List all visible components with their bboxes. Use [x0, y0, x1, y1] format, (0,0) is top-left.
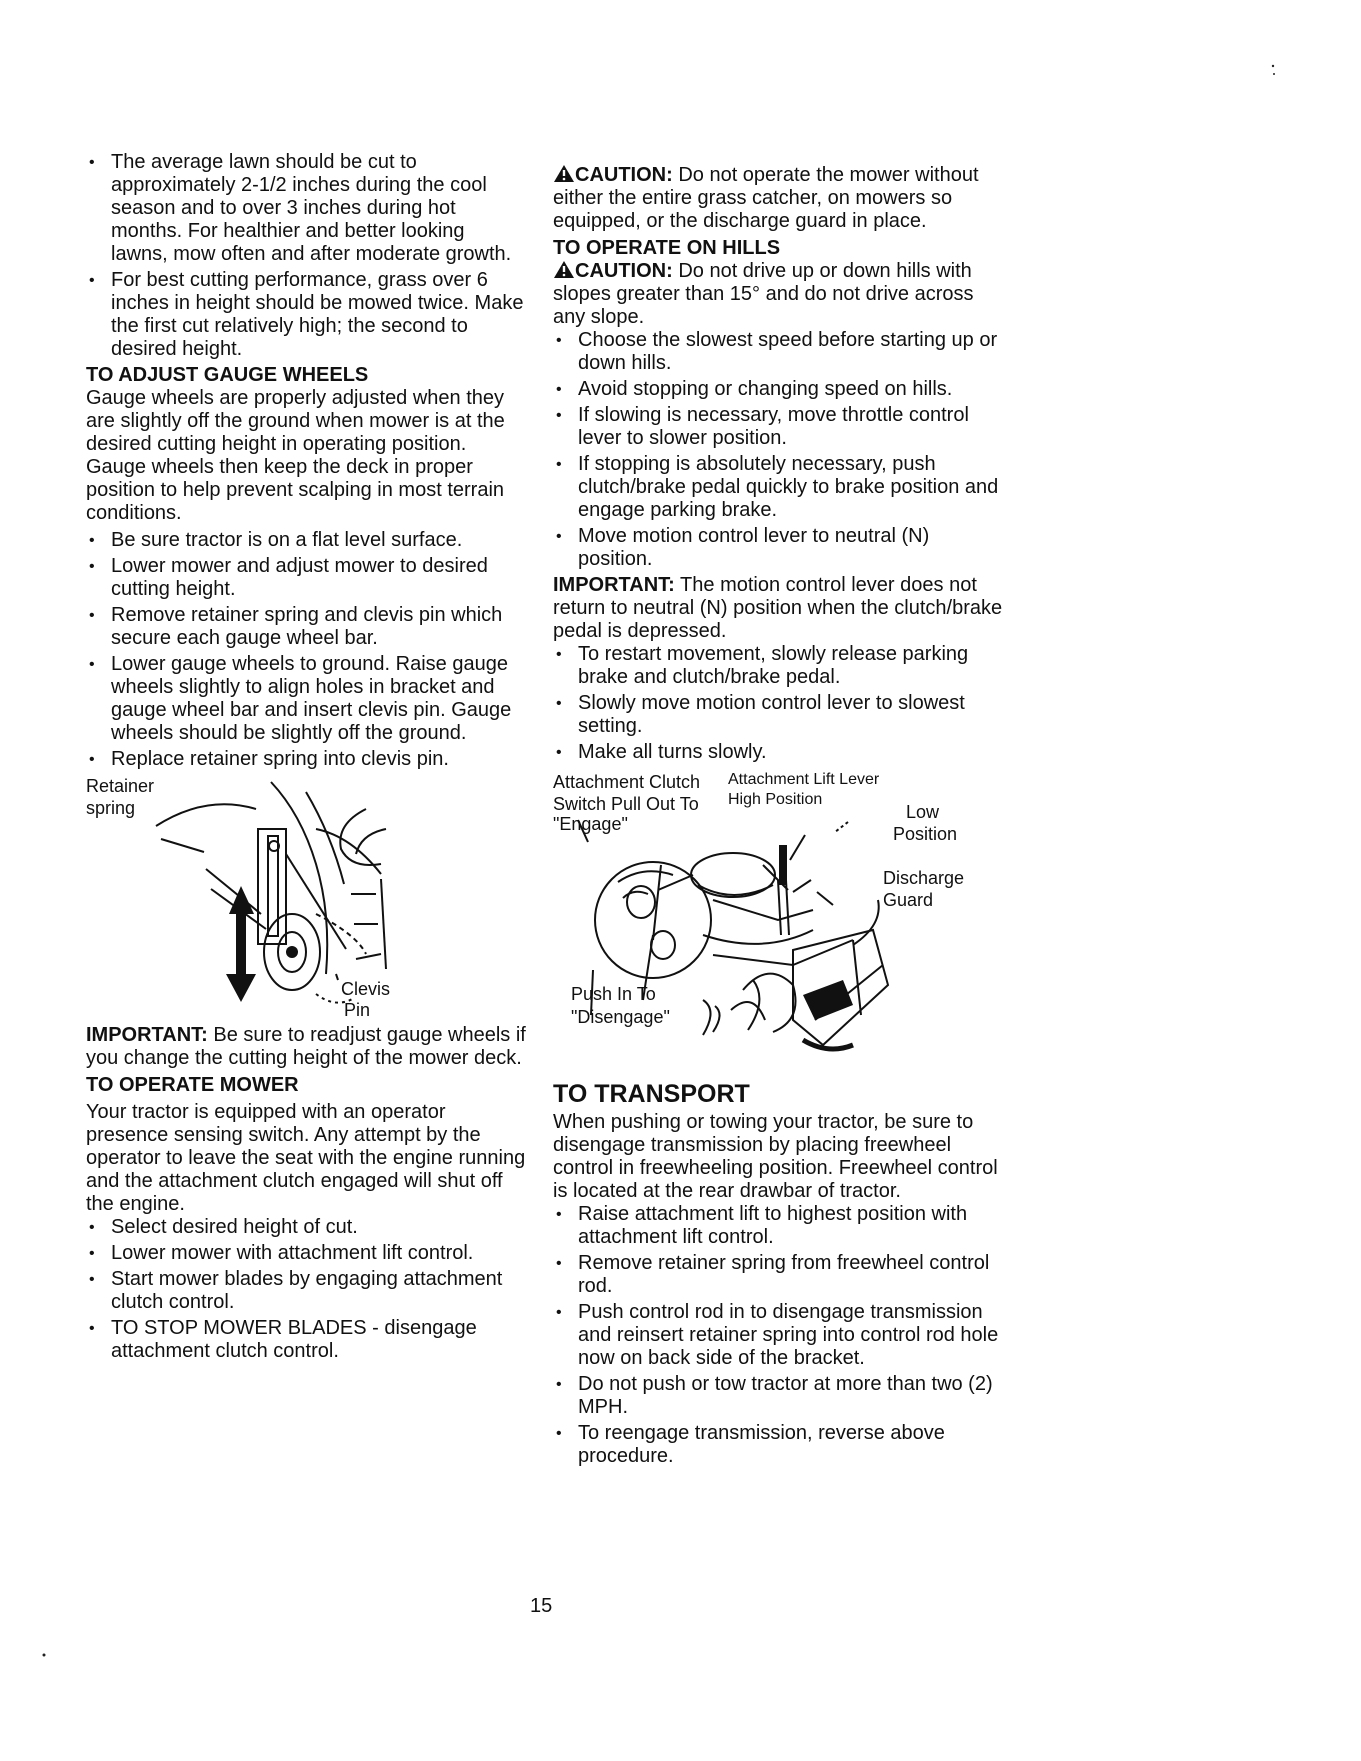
list-item: • Start mower blades by engaging attachment clutch control.: [86, 1268, 526, 1314]
list-item: • Replace retainer spring into clevis pin.: [86, 748, 526, 771]
important-text: The motion control lever does not return to neutral (N) position when the clutch/brake pedal is depressed.: [553, 574, 1003, 642]
operate-mower-heading: TO OPERATE MOWER: [86, 1074, 299, 1096]
list-item: • Remove retainer spring from freewheel control rod.: [553, 1252, 1003, 1298]
lift-lever-label-line2: High Position: [728, 791, 823, 808]
caution-text: Do not drive up or down hills with slopes greater than 15° and do not drive across any slope.: [553, 260, 974, 328]
list-item: • Select desired height of cut.: [86, 1216, 526, 1239]
list-item: • Make all turns slowly.: [553, 741, 1003, 764]
retainer-label: Retainer: [86, 776, 155, 796]
list-item: • Slowly move motion control lever to slowest setting.: [553, 692, 1003, 738]
list-item: • Raise attachment lift to highest position with attachment lift control.: [553, 1203, 1003, 1249]
low-position-label-line2: Position: [893, 824, 958, 844]
list-item: • TO STOP MOWER BLADES - disengage attachment clutch control.: [86, 1317, 526, 1363]
gauge-wheels-heading: TO ADJUST GAUGE WHEELS: [86, 364, 369, 386]
list-item: • To restart movement, slowly release parking brake and clutch/brake pedal.: [553, 643, 1003, 689]
low-position-label-line1: Low: [906, 802, 940, 822]
push-label-line1: Push In To: [571, 984, 656, 1004]
list-item: • Push control rod in to disengage transmission and reinsert retainer spring into control rod hole now on back side of the bracket.: [553, 1301, 1003, 1370]
operate-mower-text: Your tractor is equipped with an operator presence sensing switch. Any attempt by the operator to leave the seat with the engine running and the attachment clutch engaged will shut off the engine.: [86, 1101, 526, 1215]
list-item: • Remove retainer spring and clevis pin which secure each gauge wheel bar.: [86, 604, 526, 650]
clutch-label-line3: "Engage": [553, 814, 628, 834]
list-item: • Lower mower and adjust mower to desired cutting height.: [86, 555, 526, 601]
caution-label: CAUTION:: [575, 260, 673, 282]
caution-label: CAUTION:: [575, 164, 673, 186]
clutch-label-line2: Switch Pull Out To: [553, 794, 699, 814]
hills-heading: TO OPERATE ON HILLS: [553, 237, 781, 259]
list-item: • If slowing is necessary, move throttle control lever to slower position.: [553, 404, 1003, 450]
list-item: • Choose the slowest speed before starting up or down hills.: [553, 329, 1003, 375]
list-item: • Lower gauge wheels to ground. Raise gauge wheels slightly to align holes in bracket and gauge wheel bar and insert clevis pin. Gauge wheels should be slightly off the ground.: [86, 653, 526, 745]
transport-text: When pushing or towing your tractor, be sure to disengage transmission by placing freewheel control in freewheeling position. Freewheel control is located at the rear drawbar of tractor.: [553, 1111, 998, 1202]
transport-heading: TO TRANSPORT: [553, 1080, 750, 1108]
list-item: • For best cutting performance, grass over 6 inches in height should be mowed twice. Make the first cut relatively high; the second to desired height.: [86, 269, 526, 361]
list-item: • To reengage transmission, reverse above procedure.: [553, 1422, 1003, 1468]
discharge-label-line1: Discharge: [883, 868, 965, 888]
push-label-line2: "Disengage": [571, 1007, 670, 1027]
list-item: • Lower mower with attachment lift control.: [86, 1242, 526, 1265]
list-item: • The average lawn should be cut to approximately 2-1/2 inches during the cool season and to over 3 inches during hot months. For healthier and better looking lawns, mow often and after moderate growth.: [86, 151, 526, 266]
clutch-label-line1: Attachment Clutch: [553, 772, 701, 792]
pin-label: Pin: [344, 1000, 371, 1020]
gauge-wheels-text: Gauge wheels are properly adjusted when they are slightly off the ground when mower is at the desired cutting height in operating position. Gauge wheels then keep the deck in proper position to help prevent scalping in most terrain conditions.: [86, 387, 505, 524]
important-label: IMPORTANT:: [86, 1024, 208, 1046]
list-item: • Be sure tractor is on a flat level surface.: [86, 529, 526, 552]
caution-text: Do not operate the mower without either the entire grass catcher, on mowers so equipped, or the discharge guard in place.: [553, 164, 979, 232]
page-number: 15: [530, 1595, 553, 1617]
important-text: Be sure to readjust gauge wheels if you change the cutting height of the mower deck.: [86, 1024, 526, 1069]
list-item: • Do not push or tow tractor at more than two (2) MPH.: [553, 1373, 1003, 1419]
spring-label: spring: [86, 798, 136, 818]
list-item: • If stopping is absolutely necessary, push clutch/brake pedal quickly to brake position and engage parking brake.: [553, 453, 1003, 522]
list-item: • Move motion control lever to neutral (N) position.: [553, 525, 1003, 571]
list-item: • Avoid stopping or changing speed on hills.: [553, 378, 1003, 401]
lift-lever-label-line1: Attachment Lift Lever: [728, 771, 880, 788]
clevis-label: Clevis: [341, 979, 391, 999]
discharge-label-line2: Guard: [883, 890, 934, 910]
important-label: IMPORTANT:: [553, 574, 675, 596]
